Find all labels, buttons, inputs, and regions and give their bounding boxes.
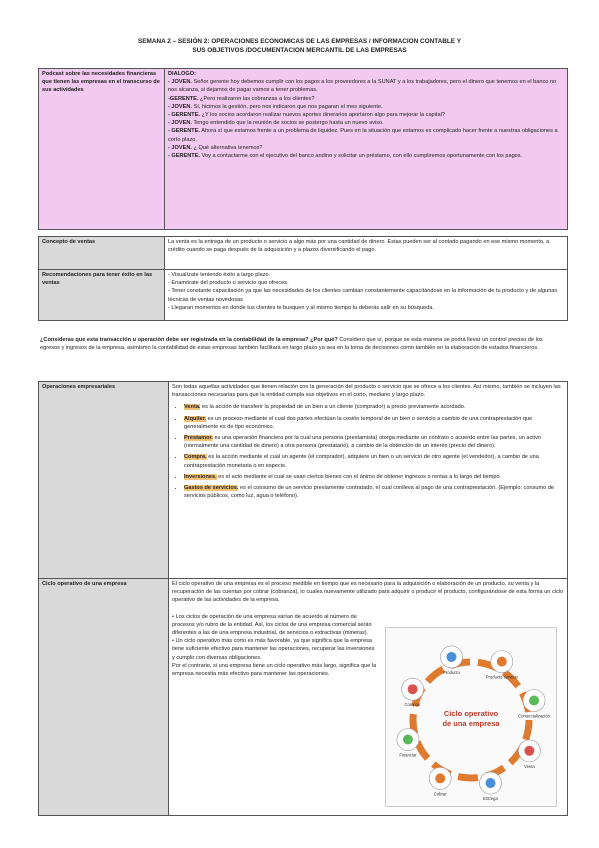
operacion-term: Inversiones.	[184, 473, 217, 480]
dialog-line	[168, 144, 564, 152]
cycle-node-label: Producto servicio	[485, 674, 518, 680]
operacion-item	[184, 403, 564, 411]
operacion-term: Gastos de servicios.	[184, 485, 239, 492]
ventas-table	[38, 236, 568, 321]
dialog-cell	[165, 69, 568, 230]
podcast-table	[38, 68, 568, 230]
operacion-term: Compra.	[184, 454, 207, 461]
operacion-text: es una operación financiera por la cual una persona (prestamista) otorga mediante un contrato o acuerdo entre las partes, un activo (normalmente una cantidad de dinero) a otra persona (prestatario), a cambio de la obtención de un interés (precio del dinero).	[184, 435, 541, 450]
cycle-node-glyph	[529, 695, 539, 705]
dialog-line	[168, 103, 564, 111]
dialog-lines	[168, 78, 564, 160]
dialog-text: Tengo entendido que la reunión de socios se postergo hasta un nuevo aviso.	[191, 120, 384, 127]
ciclo-intro: El ciclo operativo de una empresa es el proceso medible en tiempo que es necesario para la adquisición o elaboración de un producto, su venta y la recuperación de las cuentas por cobrar (cobranza), lo cuales nuevamente utilizado para adquirir o producir el producto, configurándose de esta forma un ciclo operativo de las actividades de la empresa.	[172, 581, 564, 604]
cycle-center-text: Ciclo operativo	[443, 709, 499, 718]
dialog-text: ¿ Qué alternativa tenemos?	[191, 144, 263, 151]
recom-item: - Enamórate del producto o servicio que ofreces.	[168, 280, 289, 287]
recom-item: - Llegaran momentos en donde tus clientes te busquen y al mismo tiempo tu deberás salir en su búsqueda.	[168, 304, 434, 311]
ciclo-bullet-2: • Un ciclo operativo más corto es más favorable, ya que significa que la empresa tiene suficiente efectivo para mantener las operaciones, recuperar las inversiones y cumplir con diversas obligaciones.	[172, 638, 375, 661]
operacion-item	[184, 484, 564, 500]
recom-item: - Tener constante capacitación ya que las necesidades de los clientes cambian constantemente capacitándose en la información de tu producto y de algunas técnicas de ventas novedosas	[168, 288, 558, 303]
svg-text:de una empresa: de una empresa	[442, 719, 500, 728]
title-line-2: SUS OBJETIVOS /DOCUMENTACION MERCANTIL DE LAS EMPRESAS	[192, 46, 407, 54]
cycle-node-glyph	[497, 657, 507, 667]
operacion-text: es el consumo de un servicio previamente contratado, el cual conlleva al pago de una contraprestación. (Ejemplo: consumo de servicios públicos, como luz, agua o teléfono).	[184, 485, 555, 500]
dialog-line	[168, 119, 564, 127]
dialog-line	[168, 127, 564, 143]
recom-cell	[165, 270, 568, 321]
cycle-node-glyph	[524, 746, 534, 756]
ciclo-label: Ciclo operativo de una empresa	[39, 579, 169, 816]
dialog-line	[168, 95, 564, 103]
dialog-text: ¿Pero realizaron las cobranzas a los clientes?	[198, 95, 315, 102]
operacion-term: Prestamor.	[184, 435, 213, 442]
operaciones-cell	[169, 382, 568, 579]
cycle-node-glyph	[403, 735, 413, 745]
podcast-label: Podcast sobre las necesidades financieras que tienen las empresas en el transcurso de sus actividades	[39, 69, 165, 230]
dialog-line	[168, 78, 564, 94]
recom-item: - Visualízate teniendo éxito a largo plazo.	[168, 272, 271, 278]
cycle-node-label: Comprar	[404, 702, 421, 708]
ciclo-bullets	[172, 613, 377, 679]
operacion-item	[184, 473, 564, 481]
question-paragraph	[40, 336, 562, 352]
dialog-speaker: - JOVEN.	[168, 79, 192, 86]
dialog-speaker: -GERENTE.	[168, 95, 199, 102]
operacion-text: es la acción de transferir la propiedad de un bien a un cliente (comprador) a precio previamente acordado.	[200, 404, 466, 411]
title-line-1: SEMANA 2 – SESIÓN 2: OPERACIONES ECONOMICAS DE LAS EMPRESAS / INFORMACION CONTABLE Y	[137, 38, 461, 45]
cycle-node-label: Comercialización	[518, 713, 550, 719]
operacion-text: es la acción mediante el cual un agente (el comprador), adquiere un bien o un servicio de otro agente (el vendedor), a cambio de una contraprestación monetaria o en especie.	[184, 454, 539, 469]
ciclo-operativo-diagram	[385, 627, 557, 807]
concepto-text: La venta es la entrega de un producto o servicio a algo más por una cantidad de dinero. Estas pueden ser al contado pagando en ese mismo momento, a crédito cuando se paga después de la adquisición y a plazos diversificando el pago.	[165, 237, 568, 270]
cycle-node-glyph	[446, 652, 456, 662]
question-answer: Considero que sí, porque se esta manera se podrá llevar un control preciso de los egresos y ingresos de la empresa, asimismo la contabilidad de estas empresas también facilitará en largo plazo ya sea en la toma de decisiones como también en la elaboración de estados financieros.	[40, 337, 543, 352]
recom-label: Recomendaciones para tener éxito en las ventas	[39, 270, 165, 321]
operacion-term: Venta.	[184, 404, 201, 411]
cycle-node-label: Producto	[443, 669, 460, 675]
operacion-text: es el acto mediante el cual se usan ciertos bienes con el ánimo de obtener ingresos o rentas a lo largo del tiempo.	[216, 473, 502, 480]
operacion-item	[184, 453, 564, 469]
cycle-node-label: Venta	[524, 763, 535, 769]
ciclo-bullet-1: • Los ciclos de operación de una empresa varían de acuerdo al número de procesos y/o rubro de la entidad. Así, los ciclos de una empresa comercial serán diferentes a las de una empresa industrial, de servicios o extractivas (mineras).	[172, 613, 372, 637]
cycle-node-glyph	[435, 773, 445, 783]
operacion-item	[184, 415, 564, 431]
cycle-node-label: Financiar	[399, 752, 417, 758]
dialog-text: Voy a contactarme con el ejecutivo del banco andino y solicitar un préstamo, con ello cumpliremos oportunamente con los pagos.	[200, 153, 523, 160]
cycle-node-glyph	[486, 778, 496, 788]
operaciones-intro: Son todas aquellas actividades que tienen relación con la generación del producto o servicio que se ofrece a los clientes. Así mismo, también se incluyen las transacciones necesarias para que la entidad cumpla sus objetivos en el corto, mediano y largo plazo.	[172, 384, 561, 399]
dialog-text: ¿Y los socios acordaron realizar nuevos aportes dinerarios aportaron algo para mejorar la capital?	[200, 112, 445, 119]
question-text: ¿Consideras que esta transacción u operación debe ser registrada en la contabilidad de la empresa? ¿Por qué?	[40, 337, 338, 343]
dialog-title: DIALOGO:	[168, 71, 196, 77]
operacion-text: es un proceso mediante el cual dos partes efectúan la cesión temporal de un bien o servicio a cambio de una contraprestación que generalmente es de tipo económico.	[184, 415, 533, 430]
operacion-item	[184, 434, 564, 450]
cycle-node-glyph	[408, 684, 418, 694]
dialog-text: Ahora sí que estamos frente a un problema de liquidez. Pues en la situación que estamos es complicado hacer frente a nuestras obligaciones a corto plazo.	[168, 128, 558, 143]
ciclo-closing: Por el contrario, si una empresa tiene un ciclo operativo más largo, significa que la empresa necesita más efectivo para mantener las operaciones.	[172, 662, 377, 678]
operaciones-list	[172, 403, 564, 500]
cycle-svg	[386, 628, 556, 806]
page-title	[0, 38, 599, 55]
dialog-speaker: - JOVEN.	[168, 144, 192, 151]
dialog-speaker: - JOVEN.	[168, 120, 192, 127]
operaciones-label: Operaciones empresariales	[39, 382, 169, 579]
dialog-text: Sí, hicimos la gestión, pero nos indicaron que nos pagaran el mes siguiente.	[191, 103, 383, 110]
dialog-line	[168, 152, 564, 160]
operacion-term: Alquiler.	[184, 415, 207, 422]
dialog-speaker: - GERENTE.	[168, 153, 201, 160]
concepto-label: Concepto de ventas	[39, 237, 165, 270]
dialog-speaker: - GERENTE.	[168, 128, 201, 135]
dialog-speaker: - JOVEN.	[168, 103, 192, 110]
cycle-node-label: Cobrar	[433, 791, 447, 797]
dialog-text: Señor gerente hoy debemos cumplir con los pagos a los proveedores a la SUNAT y a los trabajadores, pero el dinero que tenemos en el banco no nos alcanza, si dejamos de pagar vamos a tener problemas.	[168, 79, 557, 94]
cycle-node-label: Entrega	[483, 796, 498, 802]
dialog-speaker: - GERENTE.	[168, 112, 201, 119]
dialog-line	[168, 111, 564, 119]
